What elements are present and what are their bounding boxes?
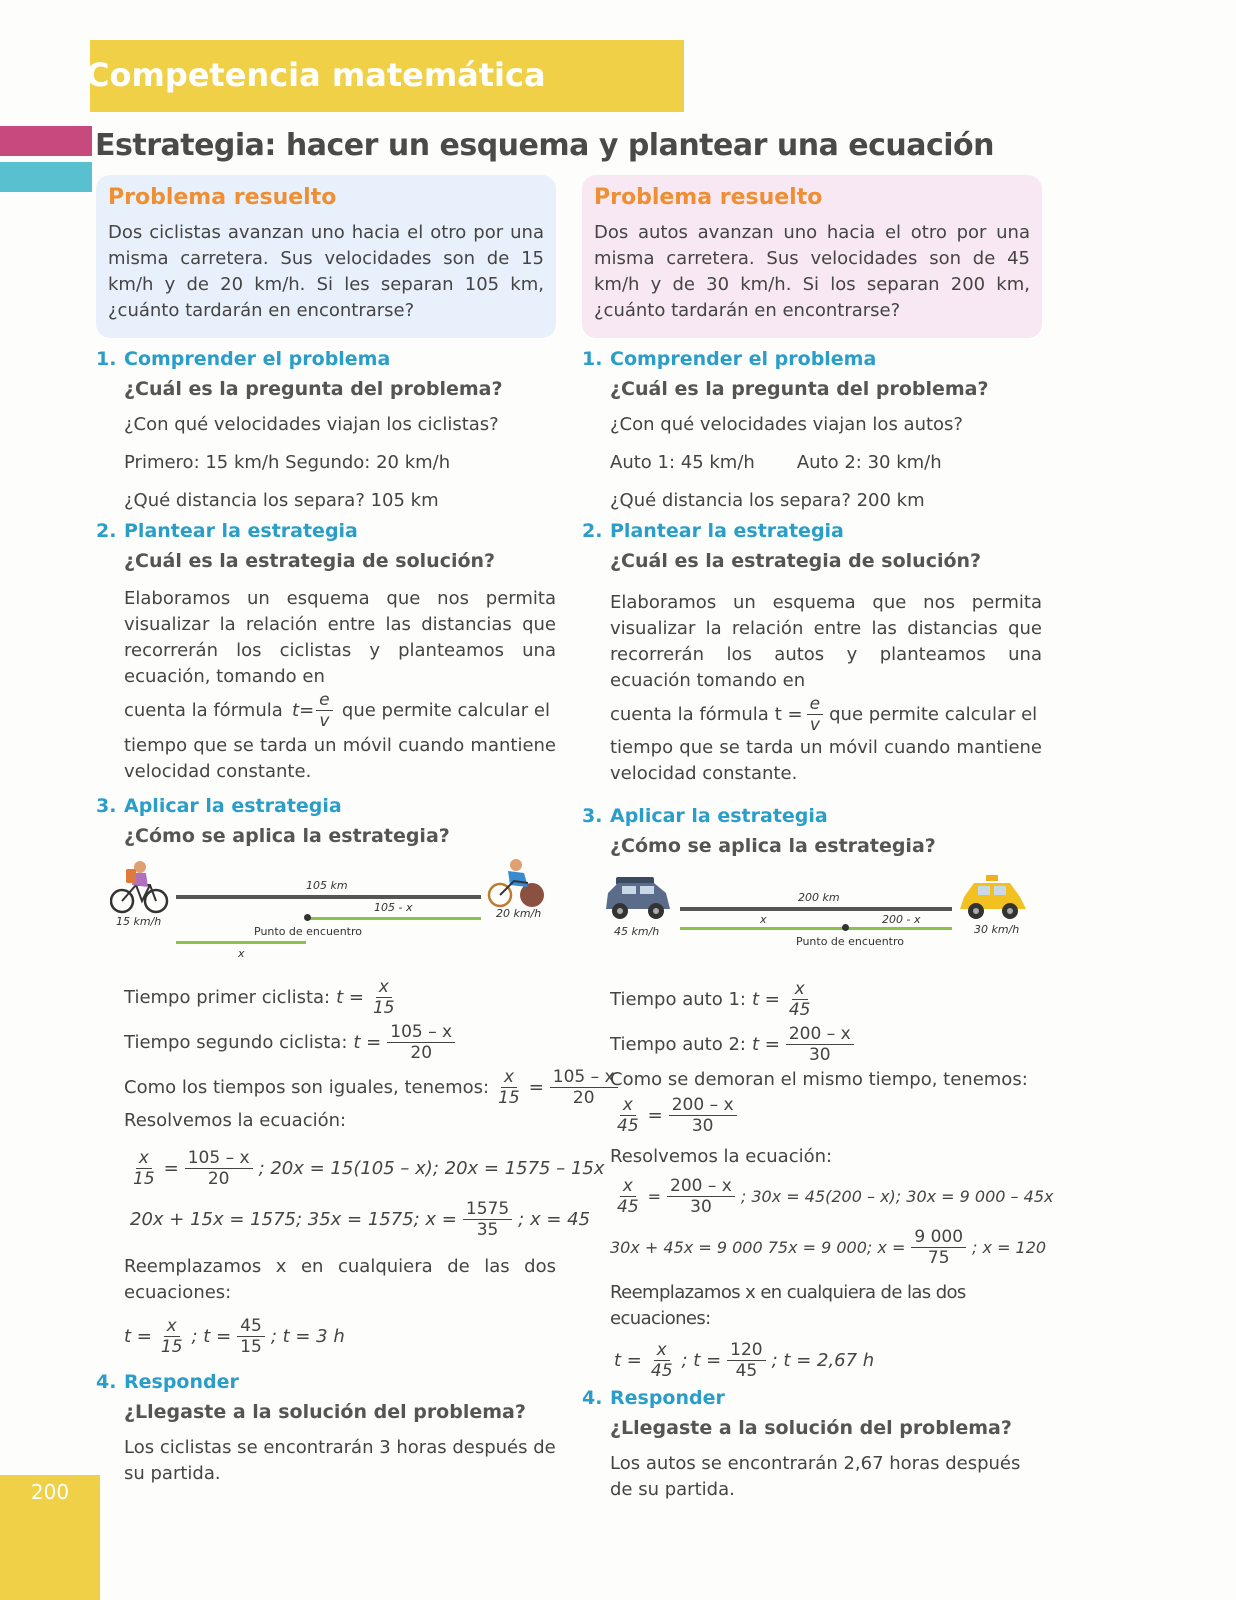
page-number: 200 xyxy=(30,1480,70,1504)
header-top-spacer xyxy=(90,0,684,40)
equal-times-line: Como los tiempos son iguales, tenemos: $\frac{x}{15}$ = $\frac{105 - x}{20}$ xyxy=(124,1067,556,1108)
step-2-heading: 2. Plantear la estrategia xyxy=(96,520,358,542)
step-3-heading: 3. Aplicar la estrategia xyxy=(582,805,828,827)
strategy-formula-line: cuenta la fórmula t = $\frac{e}{v}$ que permite calcular el xyxy=(610,694,1038,735)
step-4-heading: 4. Responder xyxy=(582,1387,725,1409)
speeds-question: ¿Con qué velocidades viajan los ciclistas? xyxy=(124,414,499,435)
x-label: x xyxy=(238,947,245,960)
x-distance-line xyxy=(176,941,306,944)
cyclists-diagram xyxy=(96,857,556,977)
solution-line-1: $\frac{x}{15}$ = $\frac{105 - x}{20}$ ; 20x = 15(105 – x); 20x = 1575 – 15x xyxy=(133,1148,605,1189)
step-2-question: ¿Cuál es la estrategia de solución? xyxy=(610,550,982,572)
cyclist-2-icon xyxy=(486,857,546,909)
meeting-point-label: Punto de encuentro xyxy=(254,925,362,938)
step-1-heading: 1. Comprender el problema xyxy=(582,348,877,370)
left-column xyxy=(96,175,615,1487)
step-2-question: ¿Cuál es la estrategia de solución? xyxy=(124,550,496,572)
strategy-text-1: Elaboramos un esquema que nos permita visualizar la relación entre las distancias que recorrerán los ciclistas y planteamos una ecuación, tomando en xyxy=(124,588,556,687)
step-1-heading: 1. Comprender el problema xyxy=(96,348,391,370)
distance-answer: ¿Qué distancia los separa? 200 km xyxy=(610,490,925,511)
total-distance-label: 105 km xyxy=(306,879,348,892)
result-line: t = $\frac{x}{15}$ ; t = $\frac{45}{15}$ ; t = 3 h xyxy=(124,1316,345,1357)
problem-text: Dos ciclistas avanzan uno hacia el otro por una misma carretera. Sus velocidades son de 15 km/h y de 20 km/h. Si les separan 105 km, ¿cuánto tardarán en encontrarse? xyxy=(108,222,544,321)
solve-label: Resolvemos la ecuación: xyxy=(124,1110,347,1131)
car-1-icon xyxy=(602,873,674,923)
replace-label: Reemplazamos x en cualquiera de las dos ecuaciones: xyxy=(124,1256,556,1303)
road-line xyxy=(680,927,952,930)
meeting-point-dot xyxy=(304,914,311,921)
total-distance-line xyxy=(680,907,952,911)
left-margin xyxy=(0,0,98,1600)
total-distance-label: 200 km xyxy=(798,891,840,904)
meeting-point-dot xyxy=(842,924,849,931)
x-label: x xyxy=(760,913,767,926)
section-title: Competencia matemática xyxy=(86,56,546,94)
cyan-accent-bar xyxy=(0,162,92,192)
step-2-heading: 2. Plantear la estrategia xyxy=(582,520,844,542)
speeds-question: ¿Con qué velocidades viajan los autos? xyxy=(610,414,963,435)
speed-1-label: 45 km/h xyxy=(614,925,660,938)
solve-label: Resolvemos la ecuación: xyxy=(610,1146,833,1167)
time-1-line: Tiempo primer ciclista: t = $\frac{x}{15}$ xyxy=(124,977,395,1018)
answer-text: Los autos se encontrarán 2,67 horas después de su partida. xyxy=(610,1453,1021,1500)
speed-2-label: 20 km/h xyxy=(496,907,542,920)
strategy-text-1: Elaboramos un esquema que nos permita visualizar la relación entre las distancias que recorrerán los autos y planteamos una ecuación tomando en xyxy=(610,592,1042,691)
taxi-icon xyxy=(956,875,1030,921)
distance-answer: ¿Qué distancia los separa? 105 km xyxy=(124,490,439,511)
total-distance-line xyxy=(176,895,481,899)
problem-text: Dos autos avanzan uno hacia el otro por una misma carretera. Sus velocidades son de 45 km/h y de 30 km/h. Si los separan 200 km, ¿cuánto tardarán en encontrarse? xyxy=(594,222,1030,321)
strategy-text-3: tiempo que se tarda un móvil cuando mantiene velocidad constante. xyxy=(124,735,556,782)
right-column xyxy=(582,175,1054,1503)
remaining-distance-label: 105 - x xyxy=(374,901,413,914)
step-4-question: ¿Llegaste a la solución del problema? xyxy=(124,1401,526,1423)
solution-line-2: 20x + 15x = 1575; 35x = 1575; x = $\frac{1575}{35}$ ; x = 45 xyxy=(130,1199,591,1240)
cyclist-1-icon xyxy=(110,859,170,915)
strategy-formula-line: cuenta la fórmula t= $\frac{e}{v}$ que permite calcular el xyxy=(124,690,550,731)
time-1-line: Tiempo auto 1: t = $\frac{x}{45}$ xyxy=(610,979,811,1020)
step-3-question: ¿Cómo se aplica la estrategia? xyxy=(610,835,936,857)
time-2-line: Tiempo segundo ciclista: t = $\frac{105 - x}{20}$ xyxy=(124,1022,556,1063)
problem-title: Problema resuelto xyxy=(108,185,337,210)
step-1-question: ¿Cuál es la pregunta del problema? xyxy=(124,378,503,400)
step-4-question: ¿Llegaste a la solución del problema? xyxy=(610,1417,1012,1439)
step-3-heading: 3. Aplicar la estrategia xyxy=(96,795,342,817)
answer-text: Los ciclistas se encontrarán 3 horas después de su partida. xyxy=(124,1437,556,1484)
remaining-distance-line xyxy=(308,917,481,920)
equal-times-label: Como se demoran el mismo tiempo, tenemos: xyxy=(610,1069,1028,1090)
equal-times-equation: $\frac{x}{45}$ = $\frac{200 - x}{30}$ xyxy=(614,1095,1042,1136)
result-line: t = $\frac{x}{45}$ ; t = $\frac{120}{45}$ ; t = 2,67 h xyxy=(614,1340,875,1381)
replace-label: Reemplazamos x en cualquiera de las dos ecuaciones: xyxy=(610,1282,966,1329)
cars-diagram xyxy=(582,867,1042,979)
step-1-question: ¿Cuál es la pregunta del problema? xyxy=(610,378,989,400)
speed-2-label: 30 km/h xyxy=(974,923,1020,936)
remaining-distance-label: 200 - x xyxy=(882,913,921,926)
strategy-text-3: tiempo que se tarda un móvil cuando mantiene velocidad constante. xyxy=(610,737,1042,784)
speeds-answer: Primero: 15 km/h Segundo: 20 km/h xyxy=(124,452,451,473)
pink-accent-bar xyxy=(0,126,92,156)
speed-1-label: 15 km/h xyxy=(116,915,162,928)
problem-title: Problema resuelto xyxy=(594,185,823,210)
meeting-point-label: Punto de encuentro xyxy=(796,935,904,948)
page-title: Estrategia: hacer un esquema y plantear una ecuación xyxy=(95,128,995,163)
problem-box xyxy=(582,175,1042,338)
solution-line-1: $\frac{x}{45}$ = $\frac{200 - x}{30}$ ; 30x = 45(200 – x); 30x = 9 000 – 45x xyxy=(617,1176,1054,1217)
speeds-answer: Auto 1: 45 km/h Auto 2: 30 km/h xyxy=(610,452,942,473)
solution-line-2: 30x + 45x = 9 000 75x = 9 000; x = $\frac{9 000}{75}$ ; x = 120 xyxy=(610,1227,1047,1268)
step-4-heading: 4. Responder xyxy=(96,1371,239,1393)
problem-box xyxy=(96,175,556,338)
step-3-question: ¿Cómo se aplica la estrategia? xyxy=(124,825,450,847)
time-2-line: Tiempo auto 2: t = $\frac{200 - x}{30}$ xyxy=(610,1024,1042,1065)
